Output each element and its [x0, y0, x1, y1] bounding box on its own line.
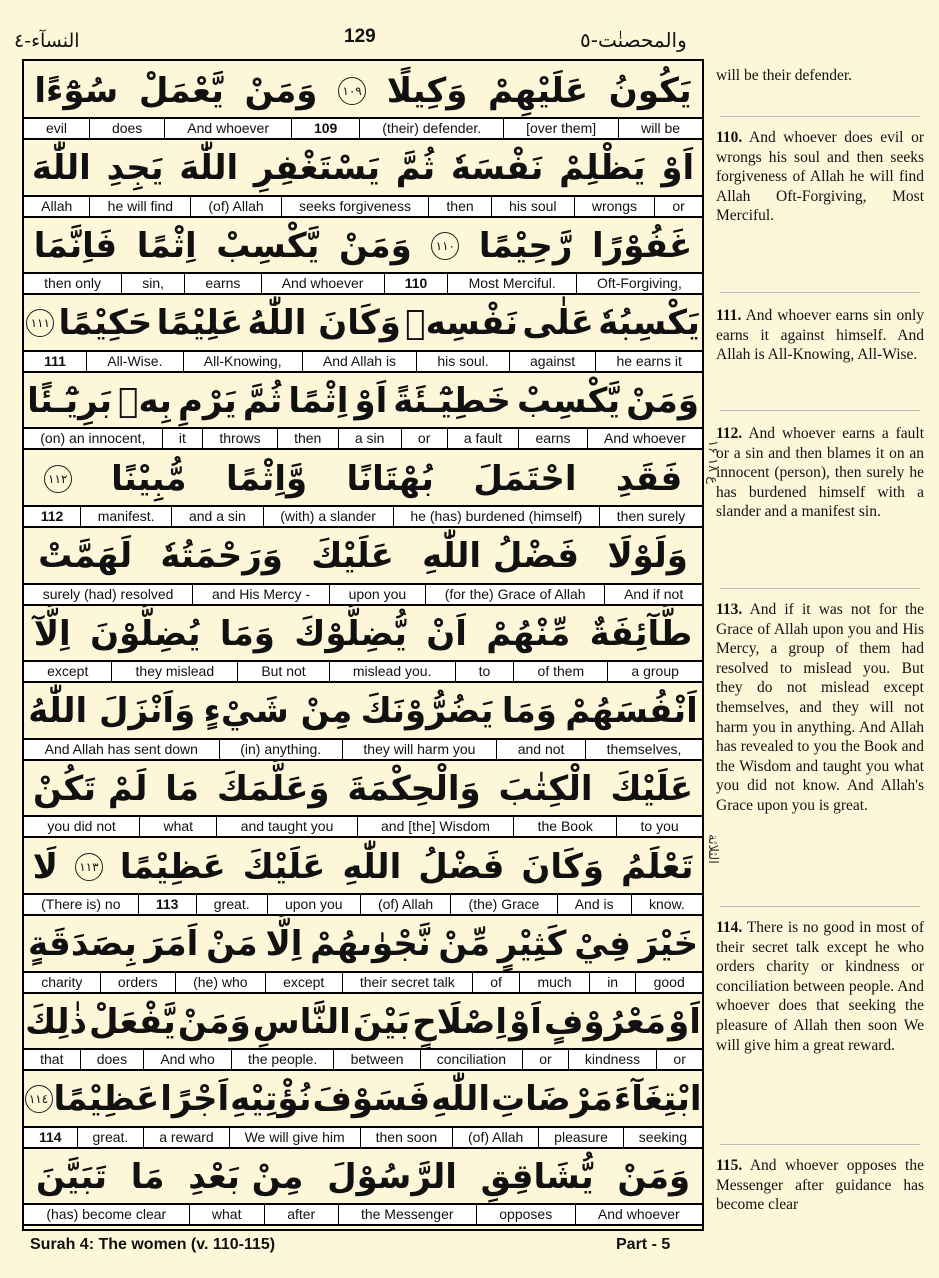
gloss-cell: We will give him	[229, 1128, 360, 1147]
gloss-cell: (of) Allah	[452, 1128, 538, 1147]
arabic-word: مُّبِيْنًا	[111, 458, 187, 499]
arabic-word: وَمَنْ	[338, 225, 412, 266]
arabic-line	[24, 294, 702, 353]
arabic-word: خَطِيْٓـئَةً	[393, 380, 511, 421]
gloss-cell: upon you	[267, 895, 360, 914]
arabic-word: اَوْ	[661, 148, 695, 189]
arabic-line	[24, 216, 702, 275]
gloss-cell: except	[265, 973, 342, 992]
gloss-cell: he will find	[89, 197, 190, 216]
english-gloss-line	[24, 1126, 702, 1149]
arabic-word: اَنْ	[426, 613, 467, 654]
gloss-cell: in	[589, 973, 635, 992]
arabic-word: اِصْلَاحٍ	[412, 1001, 508, 1042]
arabic-word: عَظِيْمًا	[53, 1079, 160, 1120]
gloss-cell: conciliation	[420, 1050, 523, 1069]
paragraph-divider	[720, 1144, 920, 1145]
paragraph-divider	[720, 116, 920, 117]
verse-row	[24, 1147, 702, 1225]
arabic-word: مِّنْ	[438, 924, 491, 965]
arabic-word: يَظْلِمْ	[559, 148, 646, 189]
gloss-cell: except	[47, 663, 89, 680]
arabic-word: فَقَدِ	[615, 458, 683, 499]
arabic-word: يَكُونُ	[608, 70, 692, 111]
arabic-word: ثُمَّ	[242, 380, 283, 421]
arabic-word: فَسَوْفَ	[312, 1079, 431, 1120]
arabic-word: اِثْمًا	[288, 380, 349, 421]
gloss-cell: (of) Allah	[360, 895, 451, 914]
english-gloss-line	[24, 893, 702, 916]
arabic-word: حَكِيْمًا	[58, 303, 153, 344]
gloss-cell: their secret talk	[342, 973, 472, 992]
gloss-cell: does	[89, 119, 164, 138]
gloss-cell: a group	[607, 662, 702, 681]
arabic-word: غَفُوْرًا	[591, 225, 693, 266]
verse-number: 111.	[716, 307, 742, 324]
english-gloss-line	[24, 505, 702, 528]
verse-row	[24, 294, 702, 372]
gloss-cell: what	[139, 817, 216, 836]
arabic-word: وَرَحْمَتُهٗ	[160, 536, 283, 577]
arabic-word: طَّآئِفَةٌ	[589, 613, 693, 654]
ruku-marker: ع ۱۸ ۱۶	[705, 440, 720, 484]
verse-number: 113.	[716, 601, 743, 618]
gloss-cell: [over them]	[503, 119, 618, 138]
arabic-line	[24, 759, 702, 818]
arabic-word: يُّشَاقِقِ	[480, 1156, 594, 1197]
arabic-word: اَنْفُسَهُمْ	[565, 691, 698, 732]
gloss-cell: Allah	[41, 197, 73, 214]
arabic-line	[24, 527, 702, 586]
section-marker: الثلاثة	[705, 834, 720, 864]
gloss-cell: much	[519, 973, 589, 992]
arabic-word: مَا	[130, 1156, 165, 1197]
gloss-cell: it	[162, 429, 203, 448]
gloss-cell: (with) a slander	[263, 507, 393, 526]
verse-row	[24, 915, 702, 993]
gloss-cell: And if not	[604, 585, 702, 604]
gloss-cell: and a sin	[171, 507, 262, 526]
gloss-cell: will be	[618, 119, 702, 138]
gloss-cell: seeking	[623, 1128, 702, 1147]
gloss-cell: 114	[39, 1128, 62, 1145]
english-gloss-line	[24, 117, 702, 140]
word-by-word-grid	[22, 59, 704, 1231]
arabic-line	[24, 837, 702, 896]
gloss-cell: after	[264, 1205, 338, 1224]
gloss-cell: between	[333, 1050, 419, 1069]
arabic-line	[24, 61, 702, 120]
gloss-cell: Oft-Forgiving,	[576, 274, 702, 293]
english-gloss-line	[24, 195, 702, 218]
arabic-word: سُوْٓءًا	[34, 70, 119, 111]
arabic-word: اِلَّآ	[33, 613, 71, 654]
arabic-word: عَلِيْمًا	[156, 303, 244, 344]
gloss-cell: 109	[291, 119, 359, 138]
arabic-word: يُّضِلُّوْكَ	[294, 613, 407, 654]
verse-row	[24, 682, 702, 760]
gloss-cell: upon you	[329, 585, 425, 604]
gloss-cell: and not	[496, 740, 585, 759]
arabic-word: الرَّسُوْلَ	[327, 1156, 457, 1197]
gloss-cell: he earns it	[595, 352, 702, 371]
arabic-word: عَلَيْكَ	[242, 846, 326, 887]
verse-number-mark: ١١٣	[75, 853, 103, 881]
arabic-word: اَوْ	[668, 1001, 701, 1042]
arabic-word: نَّجْوٰىهُمْ	[310, 924, 431, 965]
gloss-cell: then soon	[360, 1128, 452, 1147]
arabic-word: مَعْرُوْفٍ	[544, 1001, 667, 1042]
gloss-cell: does	[80, 1050, 144, 1069]
commentary-paragraph	[716, 424, 924, 522]
gloss-cell: what	[189, 1205, 264, 1224]
gloss-cell: and His Mercy -	[192, 585, 329, 604]
gloss-cell: or	[654, 197, 702, 216]
arabic-word: اللّٰهِ	[342, 846, 402, 887]
gloss-cell: earns	[518, 429, 587, 448]
arabic-word: بَيْنَ	[352, 1001, 411, 1042]
gloss-cell: a reward	[143, 1128, 228, 1147]
arabic-word: فَاِنَّمَا	[33, 225, 118, 266]
arabic-word: نَفْسِهٖ	[405, 303, 519, 344]
gloss-cell: (their) defender.	[359, 119, 503, 138]
arabic-word: وَكَانَ اللّٰهُ	[247, 303, 401, 344]
commentary-paragraph	[716, 306, 924, 365]
gloss-cell: the Book	[513, 817, 616, 836]
arabic-word: عَلٰى	[522, 303, 594, 344]
gloss-cell: and [the] Wisdom	[357, 817, 514, 836]
arabic-word: يَكْسِبُهٗ	[598, 303, 700, 344]
verse-row	[24, 139, 702, 217]
gloss-cell: seeks forgiveness	[281, 197, 428, 216]
gloss-cell: sin,	[121, 274, 184, 293]
english-gloss-line	[24, 272, 702, 295]
english-gloss-line	[24, 738, 702, 761]
gloss-cell: the Messenger	[338, 1205, 476, 1224]
arabic-word: اللّٰهَ	[31, 148, 91, 189]
arabic-word: وَمَنْ	[177, 1001, 251, 1042]
arabic-word: يَّكْسِبْ	[216, 225, 320, 266]
gloss-cell: good	[635, 973, 702, 992]
gloss-cell: And whoever	[575, 1205, 702, 1224]
translation-text: And whoever opposes the Messenger after guidance has become clear	[716, 1157, 924, 1214]
gloss-cell: throws	[202, 429, 277, 448]
gloss-cell: (he) who	[175, 973, 265, 992]
gloss-cell: then surely	[599, 507, 702, 526]
arabic-word: فِيْ	[574, 924, 631, 965]
verse-number: 110.	[716, 129, 743, 146]
arabic-word: يُضِلُّوْنَ	[90, 613, 201, 654]
gloss-cell: you did not	[47, 818, 116, 835]
gloss-cell: of	[472, 973, 519, 992]
arabic-line	[24, 1147, 702, 1206]
arabic-word: تَبَيَّنَ	[35, 1156, 108, 1197]
gloss-cell: the people.	[231, 1050, 334, 1069]
gloss-cell: wrongs	[574, 197, 655, 216]
arabic-word: وَعَلَّمَكَ	[216, 768, 330, 809]
gloss-cell: he (has) burdened (himself)	[393, 507, 599, 526]
paragraph-divider	[720, 588, 920, 589]
gloss-cell: then only	[44, 275, 101, 292]
arabic-word: اَوْ	[509, 1001, 542, 1042]
english-gloss-line	[24, 427, 702, 450]
arabic-word: وَمَنْ	[244, 70, 318, 111]
arabic-word: وَمَنْ	[617, 1156, 691, 1197]
gloss-cell: But not	[237, 662, 329, 681]
arabic-word: عَلَيْهِمْ	[488, 70, 589, 111]
footer-part: Part - 5	[616, 1236, 671, 1253]
gloss-cell: of them	[513, 662, 607, 681]
verse-row	[24, 216, 702, 294]
arabic-line	[24, 992, 702, 1051]
gloss-cell: his soul.	[416, 352, 509, 371]
gloss-cell: And whoever	[164, 119, 291, 138]
verse-number: 115.	[716, 1157, 743, 1174]
arabic-word: كَثِيْرٍ	[497, 924, 567, 965]
arabic-word: عَظِيْمًا	[119, 846, 226, 887]
arabic-word: لَا	[32, 846, 58, 887]
verse-number-mark: ١١٠	[431, 232, 459, 260]
translation-text: will be their defender.	[716, 67, 853, 84]
gloss-cell: great.	[77, 1128, 144, 1147]
arabic-word: نَفْسَهٗ	[450, 148, 544, 189]
arabic-word: يَسْتَغْفِرِ	[253, 148, 380, 189]
translation-text: And whoever does evil or wrongs his soul and then seeks forgiveness of Allah he will find Allah Oft-Forgiving, Most Merciful.	[716, 129, 924, 225]
arabic-word: اَجْرًا	[160, 1079, 230, 1120]
english-gloss-line	[24, 350, 702, 373]
arabic-word: ثُمَّ	[395, 148, 436, 189]
arabic-word: رَّحِيْمًا	[478, 225, 573, 266]
translation-text: There is no good in most of their secret talk except he who orders charity or kindness or conciliation between people. And whoever does that seeking the pleasure of Allah then soon We will give him a great reward.	[716, 919, 924, 1054]
arabic-line	[24, 371, 702, 430]
arabic-word: يَجِدِ	[106, 148, 164, 189]
gloss-cell: All-Knowing,	[183, 352, 302, 371]
gloss-cell: kindness	[568, 1050, 657, 1069]
page-header	[0, 0, 939, 60]
verse-row	[24, 1070, 702, 1148]
gloss-cell: a fault	[447, 429, 519, 448]
translation-text: And whoever earns a fault or a sin and then blames it on an innocent (person), then surely he has burdened himself with a slander and a manifest sin.	[716, 425, 925, 521]
verse-row	[24, 527, 702, 605]
arabic-word: بَرِيْٓـئًا	[27, 380, 113, 421]
verse-number-mark: ١١٢	[44, 465, 72, 493]
verse-row	[24, 371, 702, 449]
arabic-word: لَهَمَّتْ	[38, 536, 133, 577]
paragraph-divider	[720, 292, 920, 293]
verse-number: 112.	[716, 425, 743, 442]
gloss-cell: 112	[40, 508, 64, 524]
gloss-cell: evil	[45, 120, 67, 136]
arabic-word: بِهٖ	[118, 380, 172, 421]
arabic-line	[24, 682, 702, 741]
gloss-cell: And Allah is	[302, 352, 416, 371]
english-gloss-line	[24, 660, 702, 683]
gloss-cell: 110	[384, 274, 448, 293]
arabic-word: لَمْ تَكُنْ	[32, 768, 148, 809]
arabic-word: ابْتِغَآءَ	[613, 1079, 702, 1120]
arabic-word: وَمَا	[501, 691, 557, 732]
arabic-word: مَرْضَاتِ	[490, 1079, 613, 1120]
arabic-word: وَكِيلًا	[386, 70, 468, 111]
gloss-cell: to you	[616, 817, 702, 836]
arabic-word: وَاَنْزَلَ اللّٰهُ	[28, 691, 196, 732]
arabic-word: الْكِتٰبَ	[498, 768, 593, 809]
arabic-word: بِصَدَقَةٍ	[27, 924, 137, 965]
arabic-line	[24, 604, 702, 663]
verse-row	[24, 61, 702, 139]
gloss-cell: pleasure	[538, 1128, 623, 1147]
gloss-cell: opposes	[476, 1205, 575, 1224]
gloss-cell: then	[428, 197, 491, 216]
english-gloss-line	[24, 583, 702, 606]
arabic-word: مَا	[165, 768, 200, 809]
gloss-cell: and taught you	[216, 817, 356, 836]
arabic-word: النَّاسِ	[252, 1001, 351, 1042]
arabic-word: وَالْحِكْمَةَ	[347, 768, 481, 809]
arabic-line	[24, 139, 702, 198]
verse-row	[24, 759, 702, 837]
arabic-word: وَلَوْلَا	[607, 536, 688, 577]
gloss-cell: 113	[138, 895, 196, 914]
arabic-word: خَيْرَ	[638, 924, 699, 965]
arabic-line	[24, 1070, 702, 1129]
verse-row	[24, 604, 702, 682]
gloss-cell: against	[509, 352, 595, 371]
arabic-word: يَّعْمَلْ	[138, 70, 224, 111]
gloss-cell: they will harm you	[342, 740, 496, 759]
english-gloss-line	[24, 1203, 702, 1226]
gloss-cell: great.	[196, 895, 267, 914]
gloss-cell: And whoever	[587, 429, 702, 448]
commentary-paragraph	[716, 1156, 924, 1215]
arabic-word: وَمَنْ	[626, 380, 699, 421]
gloss-cell: (on) an innocent,	[40, 430, 146, 447]
arabic-word: عَلَيْكَ	[610, 768, 694, 809]
arabic-word: اللّٰهَ	[179, 148, 239, 189]
gloss-cell: And is	[557, 895, 631, 914]
gloss-cell: And Allah has sent down	[44, 740, 198, 757]
verse-row	[24, 992, 702, 1070]
footer-surah-info: Surah 4: The women (v. 110-115)	[30, 1236, 276, 1253]
gloss-cell: (in) anything.	[219, 740, 342, 759]
translation-text: And whoever earns sin only earns it against himself. And Allah is All-Knowing, All-Wise.	[716, 307, 924, 364]
gloss-cell: then	[277, 429, 338, 448]
arabic-word: يَضُرُّوْنَكَ	[360, 691, 494, 732]
gloss-cell: Most Merciful.	[447, 274, 575, 293]
verse-number-mark: ١١١	[26, 309, 54, 337]
arabic-word: مِّنْهُمْ	[486, 613, 571, 654]
english-gloss-line	[24, 1048, 702, 1071]
gloss-cell: And whoever	[261, 274, 384, 293]
english-gloss-line	[24, 971, 702, 994]
gloss-cell: to	[455, 662, 514, 681]
juz-name-arabic: والمحصنٰت-٥	[580, 28, 687, 52]
gloss-cell: his soul	[491, 197, 574, 216]
arabic-word: اِلَّا	[265, 924, 303, 965]
gloss-cell: mislead you.	[329, 662, 455, 681]
paragraph-divider	[720, 410, 920, 411]
arabic-word: اَوْ	[354, 380, 388, 421]
gloss-cell: orders	[100, 973, 175, 992]
gloss-cell: (There is) no	[41, 896, 121, 912]
arabic-word: اِثْمًا	[136, 225, 197, 266]
paragraph-divider	[720, 906, 920, 907]
gloss-cell: 111	[44, 352, 66, 369]
verse-number-mark: ١١٤	[25, 1085, 53, 1113]
gloss-cell: know.	[631, 895, 702, 914]
gloss-cell: that	[40, 1051, 64, 1068]
gloss-cell: (has) become clear	[46, 1206, 167, 1223]
commentary-paragraph	[716, 66, 924, 86]
gloss-cell: a sin	[338, 429, 401, 448]
arabic-word: مِنْ شَيْءٍ	[203, 691, 353, 732]
gloss-cell: (the) Grace	[450, 895, 556, 914]
gloss-cell: charity	[41, 973, 83, 990]
gloss-cell: And who	[143, 1050, 231, 1069]
arabic-word: مِنْ بَعْدِ	[188, 1156, 304, 1197]
arabic-word: وَّاِثْمًا	[226, 458, 308, 499]
commentary-paragraph	[716, 600, 924, 816]
gloss-cell: (for the) Grace of Allah	[425, 585, 604, 604]
arabic-word: فَضْلُ اللّٰهِ	[422, 536, 580, 577]
verse-row	[24, 837, 702, 915]
gloss-cell: manifest.	[80, 507, 171, 526]
commentary-paragraph	[716, 918, 924, 1055]
arabic-line	[24, 449, 702, 508]
arabic-word: مَنْ	[206, 924, 258, 965]
gloss-cell: or	[522, 1050, 568, 1069]
english-gloss-line	[24, 815, 702, 838]
gloss-cell: (of) Allah	[190, 197, 281, 216]
arabic-word: يَرْمِ	[177, 380, 237, 421]
arabic-word: وَمَا	[219, 613, 275, 654]
arabic-word: احْتَمَلَ	[473, 458, 577, 499]
arabic-word: اَمَرَ	[144, 924, 199, 965]
commentary-paragraph	[716, 128, 924, 226]
arabic-word: بُهْتَانًا	[346, 458, 434, 499]
arabic-word: يَّكْسِبْ	[516, 380, 621, 421]
gloss-cell: they mislead	[111, 662, 237, 681]
arabic-word: يَّفْعَلْ	[89, 1001, 176, 1042]
arabic-word: اللّٰهِ	[431, 1079, 490, 1120]
verse-number: 114.	[716, 919, 743, 936]
arabic-word: ذٰلِكَ	[25, 1001, 87, 1042]
arabic-line	[24, 915, 702, 974]
surah-name-arabic: النسآء-٤	[14, 30, 80, 52]
translation-text: And if it was not for the Grace of Allah upon you and His Mercy, a group of them had resolved to mislead you. But they do not mislead except themselves, and they will not harm you in anything. And Allah has revealed to you the Book and the Wisdom and taught you what you did not know. And Allah's Grace upon you is great.	[716, 601, 924, 814]
arabic-word: نُؤْتِيْهِ	[230, 1079, 312, 1120]
gloss-cell: surely (had) resolved	[42, 585, 174, 602]
gloss-cell: or	[656, 1050, 702, 1069]
gloss-cell: or	[401, 429, 447, 448]
verse-row	[24, 449, 702, 527]
gloss-cell: themselves,	[585, 740, 702, 759]
gloss-cell: earns	[184, 274, 260, 293]
arabic-word: تَعْلَمُ	[621, 846, 694, 887]
arabic-word: فَضْلُ	[418, 846, 505, 887]
gloss-cell: All-Wise.	[86, 352, 183, 371]
arabic-word: وَكَانَ	[521, 846, 605, 887]
arabic-word: عَلَيْكَ	[311, 536, 394, 577]
page-number: 129	[344, 26, 376, 47]
verse-number-mark: ١٠٩	[338, 77, 366, 105]
